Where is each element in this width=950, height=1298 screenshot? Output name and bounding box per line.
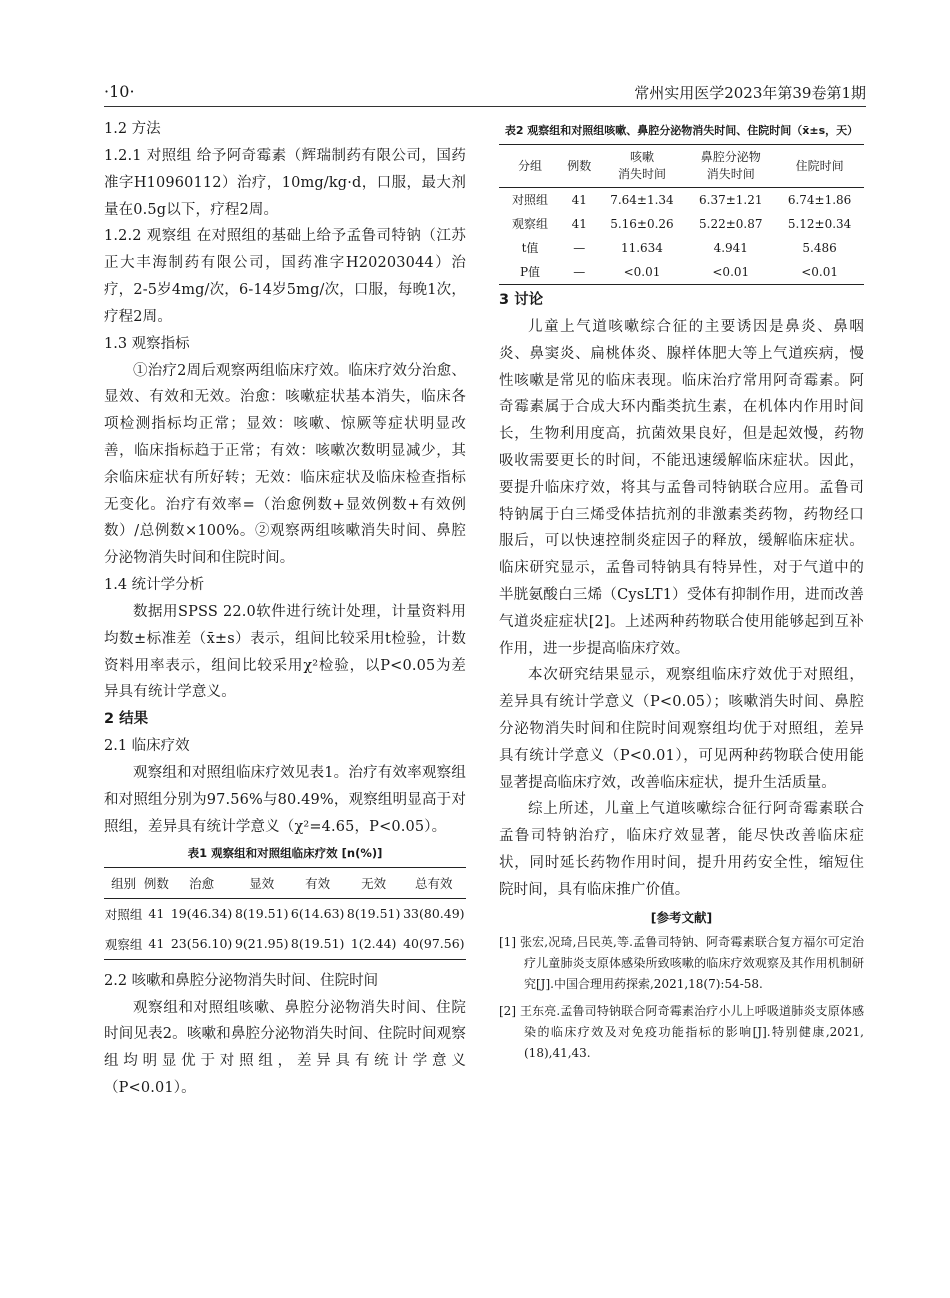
table-cell: 8(19.51) [290, 929, 346, 960]
table-cell: 41 [571, 217, 587, 231]
table-cell: 41 [571, 193, 587, 207]
section-heading: 2 结果 [104, 711, 149, 728]
table-header: 鼻腔分泌物 消失时间 [686, 145, 775, 188]
table-row [104, 898, 466, 929]
paragraph: 数据用SPSS 22.0软件进行统计处理，计量资料用均数±标准差（x̄±s）表示，组间比较采用t检验，计数资料用率表示，组间比较采用χ²检验，以P<0.05为差异具有统计学意义。 [104, 603, 466, 701]
right-column [499, 116, 864, 1070]
table-row [499, 260, 864, 285]
table-cell: 5.22±0.87 [699, 217, 763, 231]
table-cell: 41 [143, 929, 169, 960]
table-header: 例数 [561, 145, 598, 188]
table-header: 有效 [290, 867, 346, 898]
table1-caption: 表1 观察组和对照组临床疗效 [n(%)] [187, 845, 383, 860]
table-row [499, 236, 864, 260]
table-cell: 9(21.95) [234, 929, 290, 960]
table-header: 分组 [499, 145, 561, 188]
header-rule [104, 106, 866, 107]
table-header: 例数 [143, 867, 169, 898]
reference-item: [2] 王东亮.孟鲁司特钠联合阿奇霉素治疗小儿上呼吸道肺炎支原体感染的临床疗效及对免疫功能指标的影响[J].特别健康,2021,(18),41,43. [499, 1003, 864, 1060]
table-header: 显效 [234, 867, 290, 898]
paragraph: 1.2.2 观察组 在对照组的基础上给予孟鲁司特钠（江苏正大丰海制药有限公司，国药准字H20203044）治疗，2-5岁4mg/次，6-14岁5mg/次，口服，每晚1次，疗程2周。 [104, 228, 466, 325]
table-cell: t值 [521, 241, 539, 255]
section-heading: 3 讨论 [499, 292, 544, 308]
paragraph: 本次研究结果显示，观察组临床疗效优于对照组，差异具有统计学意义（P<0.05）；咳嗽消失时间、鼻腔分泌物消失时间和住院时间观察组均优于对照组，差异具有统计学意义（P<0.01），可见两种药物联合使用能显著提高临床疗效，改善临床症状，提升生活质量。 [499, 667, 864, 791]
table-cell: 41 [148, 906, 165, 922]
table-header: 组别 [104, 867, 143, 898]
paragraph: 1.2.1 对照组 给予阿奇霉素（辉瑞制药有限公司，国药准字H10960112）治疗，10mg/kg·d，口服，最大剂量在0.5g以下，疗程2周。 [104, 148, 466, 218]
page-number: ·10· [104, 82, 135, 101]
section-heading: 1.3 观察指标 [104, 335, 190, 352]
section-heading: 1.2 方法 [104, 121, 161, 137]
table-header: 无效 [346, 867, 402, 898]
table-cell: P值 [499, 260, 561, 285]
table2-caption: 表2 观察组和对照组咳嗽、鼻腔分泌物消失时间、住院时间（x̄±s，天） [504, 124, 859, 137]
table-header: 治愈 [169, 867, 233, 898]
paragraph: 观察组和对照组临床疗效见表1。治疗有效率观察组和对照组分别为97.56%与80.49%，观察组明显高于对照组，差异具有统计学意义（χ²=4.65，P<0.05）。 [104, 765, 466, 835]
section-heading: 1.4 统计学分析 [104, 576, 205, 593]
table-row [499, 188, 864, 213]
table-header: 咳嗽 消失时间 [598, 145, 687, 188]
table-cell: 23(56.10) [169, 929, 233, 960]
left-column [104, 116, 466, 1102]
paragraph: 儿童上气道咳嗽综合征的主要诱因是鼻炎、鼻咽炎、鼻窦炎、扁桃体炎、腺样体肥大等上气道疾病，慢性咳嗽是常见的临床表现。临床治疗常用阿奇霉素。阿奇霉素属于合成大环内酯类抗生素，在机体内作用时间长，生物利用度高，抗菌效果良好，但是起效慢，药物吸收需要更长的时间，不能迅速缓解临床症状。因此，要提升临床疗效，将其与孟鲁司特钠联合应用。孟鲁司特钠属于白三烯受体拮抗剂的非激素类药物，药物经口服后，可以快速控制炎症因子的释放，缓解临床症状。临床研究显示，孟鲁司特钠具有特异性，对于气道中的半胱氨酸白三烯（CysLT1）受体有抑制作用，进而改善气道炎症症状[2]。上述两种药物联合使用能够起到互补作用，进一步提高临床疗效。 [499, 319, 864, 657]
table1 [104, 867, 466, 960]
table-cell: 6.74±1.86 [787, 193, 852, 207]
table-row [499, 212, 864, 236]
table2 [499, 144, 864, 285]
table-cell: 6.37±1.21 [699, 193, 763, 207]
table-cell: 对照组 [104, 906, 143, 922]
table-cell: 8(19.51) [234, 906, 289, 922]
table-cell: 7.64±1.34 [610, 193, 674, 207]
table-cell: 4.941 [713, 241, 748, 255]
table-cell: 5.486 [802, 241, 837, 255]
table-cell: 对照组 [512, 193, 549, 207]
table-header: 住院时间 [775, 145, 864, 188]
table-cell: 5.12±0.34 [787, 217, 852, 231]
paragraph: 综上所述，儿童上气道咳嗽综合征行阿奇霉素联合孟鲁司特钠治疗，临床疗效显著，能尽快改善临床症状，同时延长药物作用时间，提升用药安全性，缩短住院时间，具有临床推广价值。 [499, 801, 864, 898]
references-heading: [参考文献] [650, 909, 713, 925]
table-cell: 19(46.34) [170, 906, 233, 922]
paragraph: ①治疗2周后观察两组临床疗效。临床疗效分治愈、显效、有效和无效。治愈：咳嗽症状基本消失，临床各项检测指标均正常；显效：咳嗽、惊厥等症状明显改善，临床指标趋于正常；有效：咳嗽次数明显减少，其余临床症状有所好转；无效：临床症状及临床检查指标无变化。治疗有效率=（治愈例数+显效例数+有效例数）/总例数×100%。②观察两组咳嗽消失时间、鼻腔分泌物消失时间和住院时间。 [104, 362, 466, 567]
table-cell: 5.16±0.26 [610, 217, 674, 231]
paragraph: 观察组和对照组咳嗽、鼻腔分泌物消失时间、住院时间见表2。咳嗽和鼻腔分泌物消失时间、住院时间观察组均明显优于对照组，差异具有统计学意义（P<0.01）。 [104, 999, 466, 1096]
table-cell: <0.01 [686, 260, 775, 285]
table-cell: 33(80.49) [403, 906, 465, 922]
table-row [104, 929, 466, 960]
table-cell: — [573, 241, 586, 255]
table-cell: 1(2.44) [346, 929, 402, 960]
table-cell: — [561, 260, 598, 285]
table-header: 总有效 [402, 867, 466, 898]
section-heading: 2.1 临床疗效 [104, 738, 190, 755]
table-cell: <0.01 [775, 260, 864, 285]
table-cell: <0.01 [598, 260, 687, 285]
journal-header: 常州实用医学2023年第39卷第1期 [634, 84, 866, 102]
table-cell: 40(97.56) [402, 929, 466, 960]
table-cell: 11.634 [620, 241, 663, 255]
section-heading: 2.2 咳嗽和鼻腔分泌物消失时间、住院时间 [104, 972, 379, 989]
table-cell: 6(14.63) [290, 906, 345, 922]
reference-item: [1] 张宏,况琦,吕民英,等.孟鲁司特钠、阿奇霉素联合复方福尔可定治疗儿童肺炎支原体感染所致咳嗽的临床疗效观察及其作用机制研究[J].中国合理用药探索,2021,18(7):54-58. [499, 934, 864, 991]
table-cell: 8(19.51) [346, 906, 401, 922]
table-cell: 观察组 [512, 217, 549, 231]
table-cell: 观察组 [104, 929, 143, 960]
